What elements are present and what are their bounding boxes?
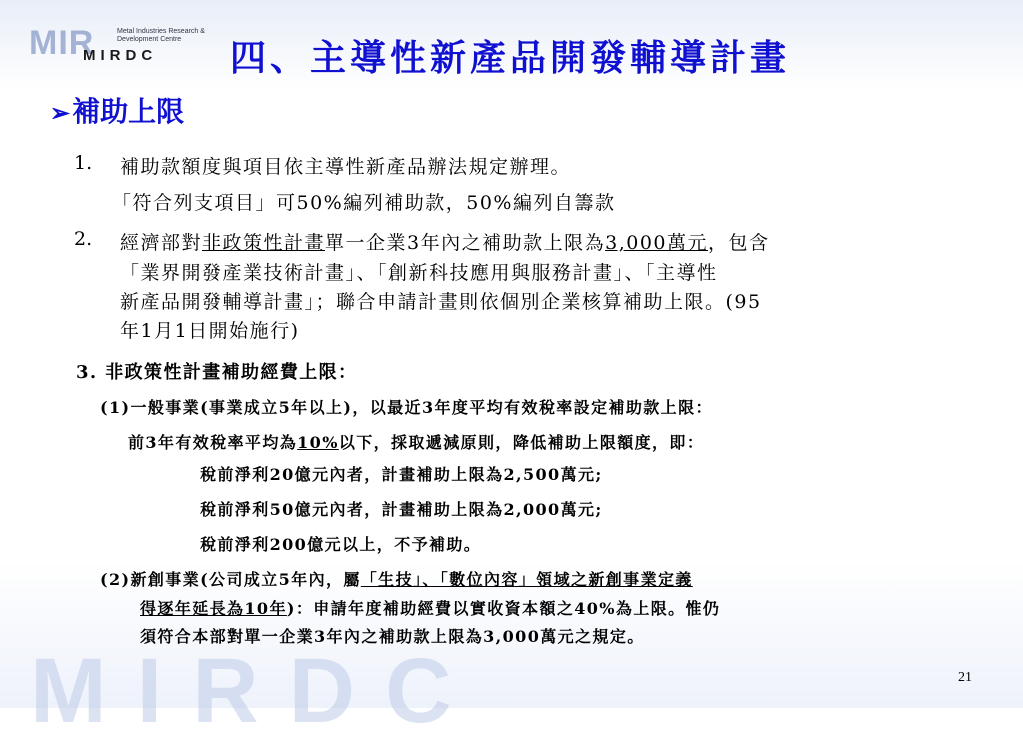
item-2-text-e: ，包含 bbox=[708, 232, 770, 254]
item-1-number: 1. bbox=[74, 152, 93, 174]
mirdc-logo bbox=[25, 24, 215, 74]
page-number: 21 bbox=[958, 670, 972, 685]
sub-1-line-2-c: 以下，採取遞減原則，降低補助上限額度，即： bbox=[338, 433, 705, 452]
item-2-line-3: 新產品開發輔導計畫」；聯合申請計畫則依個別企業核算補助上限。(95 bbox=[120, 291, 762, 313]
section-subheading bbox=[50, 90, 184, 130]
tier-3: 稅前淨利200億元以上，不予補助。 bbox=[200, 535, 482, 554]
item-2-line-1 bbox=[120, 228, 770, 255]
sub-2-line-2-a: 得逐年延長為10年 bbox=[140, 599, 287, 618]
item-3-sub-2-line-2 bbox=[140, 596, 720, 619]
item-3-sub-1-line-2 bbox=[128, 430, 704, 453]
item-1-line-1: 補助款額度與項目依主導性新產品辦法規定辦理。 bbox=[120, 156, 572, 178]
mirdc-watermark: MIRDC bbox=[30, 640, 482, 742]
item-2-text-c: 單一企業3年內之補助款上限為 bbox=[325, 232, 606, 254]
sub-2-line-2-b: )：申請年度補助經費以實收資本額之40%為上限。惟仍 bbox=[286, 599, 721, 618]
logo-wordmark: MIRDC bbox=[83, 47, 158, 64]
logo-tagline: Metal Industries Research & Development Centre bbox=[117, 28, 205, 43]
item-3-heading: 3. 非政策性計畫補助經費上限： bbox=[76, 362, 358, 383]
sub-1-line-2-b: 10% bbox=[297, 433, 339, 452]
slide-title: 四、主導性新產品開發輔導計畫 bbox=[230, 37, 791, 79]
logo-mark: MIR bbox=[29, 24, 95, 62]
item-1-line-2: 「符合列支項目」可50%編列補助款，50%編列自籌款 bbox=[112, 192, 616, 214]
item-3-sub-2-line-3: 須符合本部對單一企業3年內之補助款上限為3,000萬元之規定。 bbox=[140, 627, 645, 646]
item-2-text-b: 非政策性計畫 bbox=[202, 232, 326, 254]
tier-1: 稅前淨利20億元內者，計畫補助上限為2,500萬元; bbox=[200, 465, 603, 484]
item-3-sub-1-line-1: (1)一般事業(事業成立5年以上)，以最近3年度平均有效稅率設定補助款上限： bbox=[100, 398, 713, 417]
subheading-text: 補助上限 bbox=[72, 95, 185, 128]
item-2-number: 2. bbox=[74, 228, 93, 250]
tier-2: 稅前淨利50億元內者，計畫補助上限為2,000萬元; bbox=[200, 500, 603, 519]
item-2-text-a: 經濟部對 bbox=[120, 232, 203, 254]
item-2-text-d: 3,000萬元 bbox=[605, 232, 709, 254]
sub-2-line-1-b: 「生技」、「數位內容」領域之新創事業定義 bbox=[360, 570, 693, 589]
arrow-bullet-icon: ➢ bbox=[50, 98, 71, 127]
item-2-line-4: 年1月1日開始施行) bbox=[120, 320, 300, 342]
item-2-line-2: 「業界開發產業技術計畫」、「創新科技應用與服務計畫」、「主導性 bbox=[120, 262, 718, 284]
sub-1-line-2-a: 前3年有效稅率平均為 bbox=[128, 433, 298, 452]
sub-2-line-1-a: (2)新創事業(公司成立5年內，屬 bbox=[100, 570, 361, 589]
item-3-sub-2-line-1 bbox=[100, 567, 693, 590]
